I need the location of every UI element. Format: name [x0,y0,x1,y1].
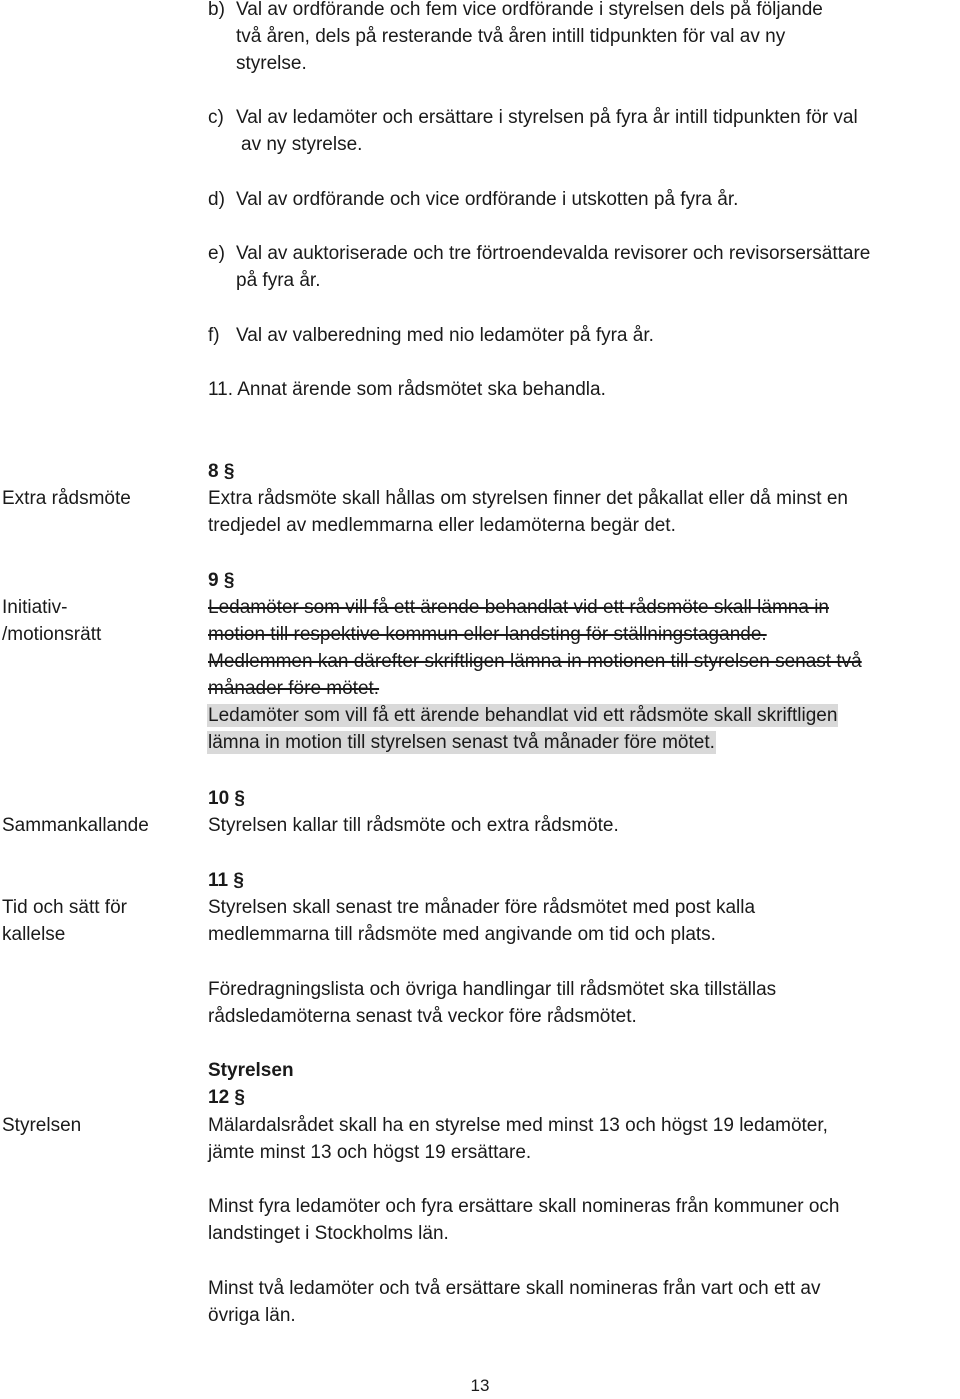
section-heading-styrelsen: Styrelsen [208,1060,294,1081]
list-text: på fyra år. [236,270,321,291]
text-line: tredjedel av medlemmarna eller ledamöterna begär det. [208,515,676,536]
margin-label-sammankallande: Sammankallande [2,815,149,836]
section-9-number: 9 § [208,570,235,591]
struck-text-line: Ledamöter som vill få ett ärende behandlat vid ett rådsmöte skall lämna in [208,597,829,618]
section-12-text [208,1112,956,1166]
text-line: Minst två ledamöter och två ersättare skall nomineras från vart och ett av [208,1278,821,1299]
struck-text-line: motion till respektive kommun eller landsting för ställningstagande. [208,624,767,645]
section-12-paragraph-2 [208,1193,956,1247]
label-line: Tid och sätt för [2,897,127,918]
text-line: rådsledamöterna senast två veckor före rådsmötet. [208,1006,637,1027]
list-letter: b) [208,0,225,20]
text-line: övriga län. [208,1305,296,1326]
label-line: Initiativ- [2,597,68,618]
list-letter: f) [208,325,220,346]
label-line: /motionsrätt [2,624,102,645]
margin-label-extra-radsmote: Extra rådsmöte [2,488,131,509]
struck-text-line: Medlemmen kan därefter skriftligen lämna in motionen till styrelsen senast två [208,651,862,672]
text-line: Föredragningslista och övriga handlingar till rådsmötet ska tillställas [208,979,777,1000]
list-letter: c) [208,107,224,128]
margin-label-tid-och-satt [2,894,192,948]
text-line: jämte minst 13 och högst 19 ersättare. [208,1142,532,1163]
list-item-b [208,0,958,77]
list-letter: e) [208,243,225,264]
margin-label-styrelsen: Styrelsen [2,1115,82,1136]
section-12-paragraph-3 [208,1275,956,1329]
text-line: Mälardalsrådet skall ha en styrelse med minst 13 och högst 19 ledamöter, [208,1115,828,1136]
section-12-number: 12 § [208,1087,245,1108]
list-item-c [208,104,958,158]
list-item-f [208,322,958,349]
section-11-paragraph-2 [208,976,956,1030]
highlighted-text-line: Ledamöter som vill få ett ärende behandlat vid ett rådsmöte skall skriftligen [208,705,838,726]
label-line: kallelse [2,924,66,945]
list-text: Val av ordförande och fem vice ordförande i styrelsen dels på följande [236,0,823,20]
section-10-text: Styrelsen kallar till rådsmöte och extra rådsmöte. [208,815,619,836]
section-8-text [208,485,956,539]
section-10-number: 10 § [208,788,245,809]
section-9-text [208,594,956,756]
section-8-number: 8 § [208,461,235,482]
text-line: Styrelsen skall senast tre månader före rådsmötet med post kalla [208,897,756,918]
margin-label-initiativ-motionsratt [2,594,192,648]
highlighted-text-line: lämna in motion till styrelsen senast två månader före mötet. [208,732,715,753]
text-line: landstinget i Stockholms län. [208,1223,449,1244]
list-text: två åren, dels på resterande två åren intill tidpunkten för val av ny [236,26,786,47]
section-11-text [208,894,956,948]
list-item-d [208,186,958,213]
list-text: av ny styrelse. [241,134,363,155]
list-letter: d) [208,189,225,210]
struck-text-line: månader före mötet. [208,678,380,699]
item-11: 11. Annat ärende som rådsmötet ska behandla. [208,379,606,400]
list-text: Val av ordförande och vice ordförande i utskotten på fyra år. [236,189,739,210]
list-text: styrelse. [236,53,307,74]
text-line: medlemmarna till rådsmöte med angivande om tid och plats. [208,924,716,945]
list-text: Val av ledamöter och ersättare i styrelsen på fyra år intill tidpunkten för val [236,107,858,128]
section-11-number: 11 § [208,870,244,891]
page-number: 13 [470,1376,490,1395]
list-item-e [208,240,958,294]
text-line: Minst fyra ledamöter och fyra ersättare skall nomineras från kommuner och [208,1196,840,1217]
list-text: Val av auktoriserade och tre förtroendevalda revisorer och revisorsersättare [236,243,871,264]
list-text: Val av valberedning med nio ledamöter på fyra år. [236,325,654,346]
text-line: Extra rådsmöte skall hållas om styrelsen finner det påkallat eller då minst en [208,488,848,509]
